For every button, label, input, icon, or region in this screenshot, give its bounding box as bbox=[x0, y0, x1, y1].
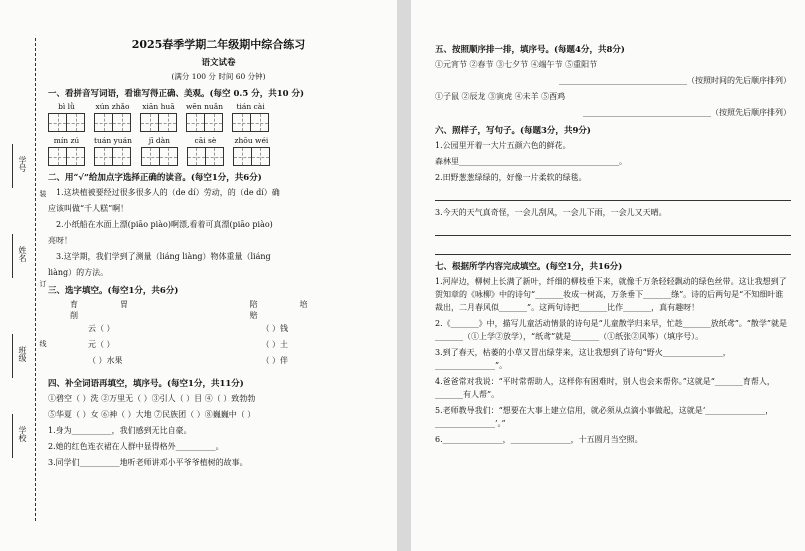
s2-question-2a: 2.小纸船在水面上漂(piāo piào)啊漂,看着可真漂(piāo piào) bbox=[56, 220, 273, 229]
s4-words-1: ①碧空（ ）洗 ②万里无（ ）③引人（ ）目 ④（ ）致勃勃 bbox=[48, 394, 256, 403]
student-id-label: 学号 bbox=[6, 140, 28, 188]
char-choice-block bbox=[48, 299, 389, 371]
s6-answer-line[interactable] bbox=[435, 222, 791, 236]
section-1-title: 一、看拼音写词语，看谁写得正确、美观。(每空 0.5 分，共10 分) bbox=[48, 89, 305, 99]
s5-question-1: ①元宵节 ②春节 ③七夕节 ④端午节 ⑤重阳节 bbox=[435, 60, 598, 69]
writing-box[interactable] bbox=[48, 113, 67, 132]
seal-char-3: 线 bbox=[39, 340, 47, 347]
school-label: 学校 bbox=[6, 410, 28, 458]
s4-question-2: 2.她的红色连衣裙在人群中显得格外__________。 bbox=[48, 442, 224, 451]
char-choice-line: （ ）土 bbox=[261, 340, 289, 349]
pinyin-cell bbox=[232, 102, 269, 132]
binding-margin bbox=[0, 30, 47, 521]
pinyin-text: xún zhǎo bbox=[95, 102, 130, 111]
section-5-title: 五、按照顺序排一排，填序号。(每题4分，共8分) bbox=[435, 45, 625, 55]
section-2-title: 二、用“√”给加点字选择正确的读音。(每空1分，共6分) bbox=[48, 173, 262, 183]
char-choice-line: （ ）水果 bbox=[88, 356, 123, 365]
s2-question-1b: 应该叫做“千人糕”啊！ bbox=[48, 204, 129, 213]
s5-question-2: ①子鼠 ②辰龙 ③寅虎 ④未羊 ⑤酉鸡 bbox=[435, 92, 566, 101]
s7-paragraph-3: 3.到了春天，枯萎的小草又冒出绿芽来，这让我想到了诗句“野火_______________，_______________”。 bbox=[435, 348, 731, 370]
pinyin-cell bbox=[187, 136, 224, 166]
s7-paragraph-2: 2.《_______》中，描写儿童活动情景的诗句是“儿童散学归来早，忙趁_______放纸鸢”。“散学”就是_______（①上学②放学），“纸鸢”就是_______（①纸张②风筝）（填序号）。 bbox=[435, 319, 787, 341]
writing-box[interactable] bbox=[141, 147, 160, 166]
char-choice-right: 陪 培赔 （ ）钱 （ ）土 （ ）伴 bbox=[210, 299, 390, 371]
writing-box[interactable] bbox=[252, 147, 270, 166]
left-page bbox=[0, 0, 397, 551]
pinyin-cell bbox=[140, 102, 177, 132]
writing-box[interactable] bbox=[159, 113, 177, 132]
writing-box[interactable] bbox=[206, 147, 224, 166]
pinyin-cell bbox=[186, 102, 223, 132]
s6-example-3: 3.今天的天气真奇怪，一会儿刮风，一会儿下雨，一会儿又天晴。 bbox=[435, 208, 667, 217]
s6-example-1: 1.公园里开着一大片五颜六色的鲜花。 bbox=[435, 141, 571, 150]
s4-question-1: 1.身为__________，我们感到无比自豪。 bbox=[48, 426, 192, 435]
writing-box[interactable] bbox=[67, 147, 85, 166]
pinyin-text: bì lǜ bbox=[58, 102, 75, 111]
char-choice-line: （ ）伴 bbox=[261, 356, 289, 365]
exam-info: (满分 100 分 时间 60 分钟) bbox=[171, 72, 266, 81]
class-label: 班级 bbox=[6, 330, 28, 378]
s7-paragraph-6: 6._______________，_______________，十五圆月当空照。 bbox=[435, 435, 643, 444]
s6-answer-line[interactable] bbox=[435, 187, 791, 201]
writing-box[interactable] bbox=[94, 113, 113, 132]
writing-box[interactable] bbox=[48, 147, 67, 166]
char-choice-left: 育 胃削 云（ ） 元（ ） （ ）水果 bbox=[48, 299, 210, 371]
writing-box[interactable] bbox=[113, 113, 131, 132]
s2-question-2b: 亮呀！ bbox=[48, 236, 72, 245]
char-choice-line: 云（ ） bbox=[88, 324, 115, 333]
exam-subtitle: 语文试卷 bbox=[201, 58, 236, 68]
pinyin-text: cāi sè bbox=[194, 136, 217, 145]
s6-answer-line[interactable] bbox=[435, 241, 791, 255]
s2-question-3b: liàng）的方法。 bbox=[48, 268, 109, 277]
s4-question-3: 3.同学们__________地听老师讲邓小平爷爷植树的故事。 bbox=[48, 458, 248, 467]
char-choice-line: （ ）钱 bbox=[261, 324, 289, 333]
s7-paragraph-1: 1.河岸边，柳树上长满了新叶，纤细的柳枝垂下来，就像千万条轻轻飘动的绿色丝带。这让我想到了贺知章的《咏柳》中的诗句“_______妆成一树高，万条垂下_______绦”。诗的后两句是“不知细叶谁裁出，二月春风似_______”。这两句诗把_______比作_______，真有趣呀！ bbox=[435, 277, 787, 312]
writing-box[interactable] bbox=[251, 113, 269, 132]
pinyin-text: mín zú bbox=[53, 136, 80, 145]
s5-answer-2[interactable]: ________________________________（按照先后顺序排列） bbox=[583, 108, 791, 117]
seal-char-1: 装 bbox=[39, 190, 47, 197]
writing-box[interactable] bbox=[205, 113, 223, 132]
writing-box[interactable] bbox=[233, 147, 252, 166]
writing-box[interactable] bbox=[140, 113, 159, 132]
writing-box[interactable] bbox=[187, 147, 206, 166]
s2-question-3a: 3.这学期，我们学到了测量（liáng liàng）物体重量（liáng bbox=[56, 252, 271, 261]
writing-box[interactable] bbox=[113, 147, 131, 166]
writing-box[interactable] bbox=[67, 113, 85, 132]
pinyin-text: zhōu wéi bbox=[234, 136, 269, 145]
pinyin-row-1 bbox=[48, 102, 389, 132]
pinyin-text: tuán yuán bbox=[94, 136, 132, 145]
writing-box[interactable] bbox=[186, 113, 205, 132]
char-choice-line: 元（ ） bbox=[88, 340, 115, 349]
pinyin-cell bbox=[48, 102, 85, 132]
section-4-title: 四、补全词语再填空，填序号。(每空1分，共11分) bbox=[48, 379, 244, 389]
left-content bbox=[48, 36, 389, 472]
pinyin-text: tián cài bbox=[236, 102, 265, 111]
pinyin-text: wēn nuǎn bbox=[186, 102, 224, 111]
pinyin-cell bbox=[141, 136, 178, 166]
right-content bbox=[435, 38, 791, 449]
section-6-title: 六、照样子，写句子。(每题3分，共9分) bbox=[435, 126, 591, 136]
section-3-title: 三、选字填空。(每空1分，共6分) bbox=[48, 286, 179, 296]
writing-box[interactable] bbox=[160, 147, 178, 166]
writing-box[interactable] bbox=[94, 147, 113, 166]
name-label: 姓名 bbox=[6, 230, 28, 278]
section-7-title: 七、根据所学内容完成填空。(每空1分，共16分) bbox=[435, 262, 623, 272]
pinyin-text: jī dàn bbox=[148, 136, 171, 145]
seal-char-2: 订 bbox=[39, 280, 47, 287]
s2-question-1a: 1.这块植被要经过很多很多人的（de dí）劳动，的（de dí）确 bbox=[56, 188, 280, 197]
writing-box[interactable] bbox=[232, 113, 251, 132]
right-page bbox=[411, 0, 805, 551]
exam-title: 2025春季学期二年级期中综合练习 bbox=[131, 38, 306, 51]
s6-example-1-answer[interactable]: 森林里________________________________________。 bbox=[435, 157, 627, 166]
s5-answer-1[interactable]: ________________________________（按照时间的先后顺序排列） bbox=[559, 76, 791, 85]
pinyin-cell bbox=[233, 136, 270, 166]
s6-example-2: 2.田野葱葱绿绿的，好像一片柔软的绿毯。 bbox=[435, 173, 587, 182]
s7-paragraph-5: 5.老师教导我们：“想要在大事上建立信用，就必须从点滴小事做起，这就是‘_______________，_______________’。” bbox=[435, 406, 774, 428]
pinyin-row-2 bbox=[48, 136, 389, 166]
s7-paragraph-4: 4.爸爸常对我说：“平时常帮助人，这样你有困难时，别人也会来帮你。”这就是“_______育帮人，_______有人帮”。 bbox=[435, 377, 775, 399]
pinyin-text: xiān huā bbox=[142, 102, 175, 111]
pinyin-cell bbox=[94, 136, 132, 166]
pinyin-cell bbox=[48, 136, 85, 166]
pinyin-cell bbox=[94, 102, 131, 132]
s4-words-2: ⑤华夏（ ）女 ⑥神（ ）大地 ⑦民族团（ ）⑧巍巍中（ ） bbox=[48, 410, 256, 419]
